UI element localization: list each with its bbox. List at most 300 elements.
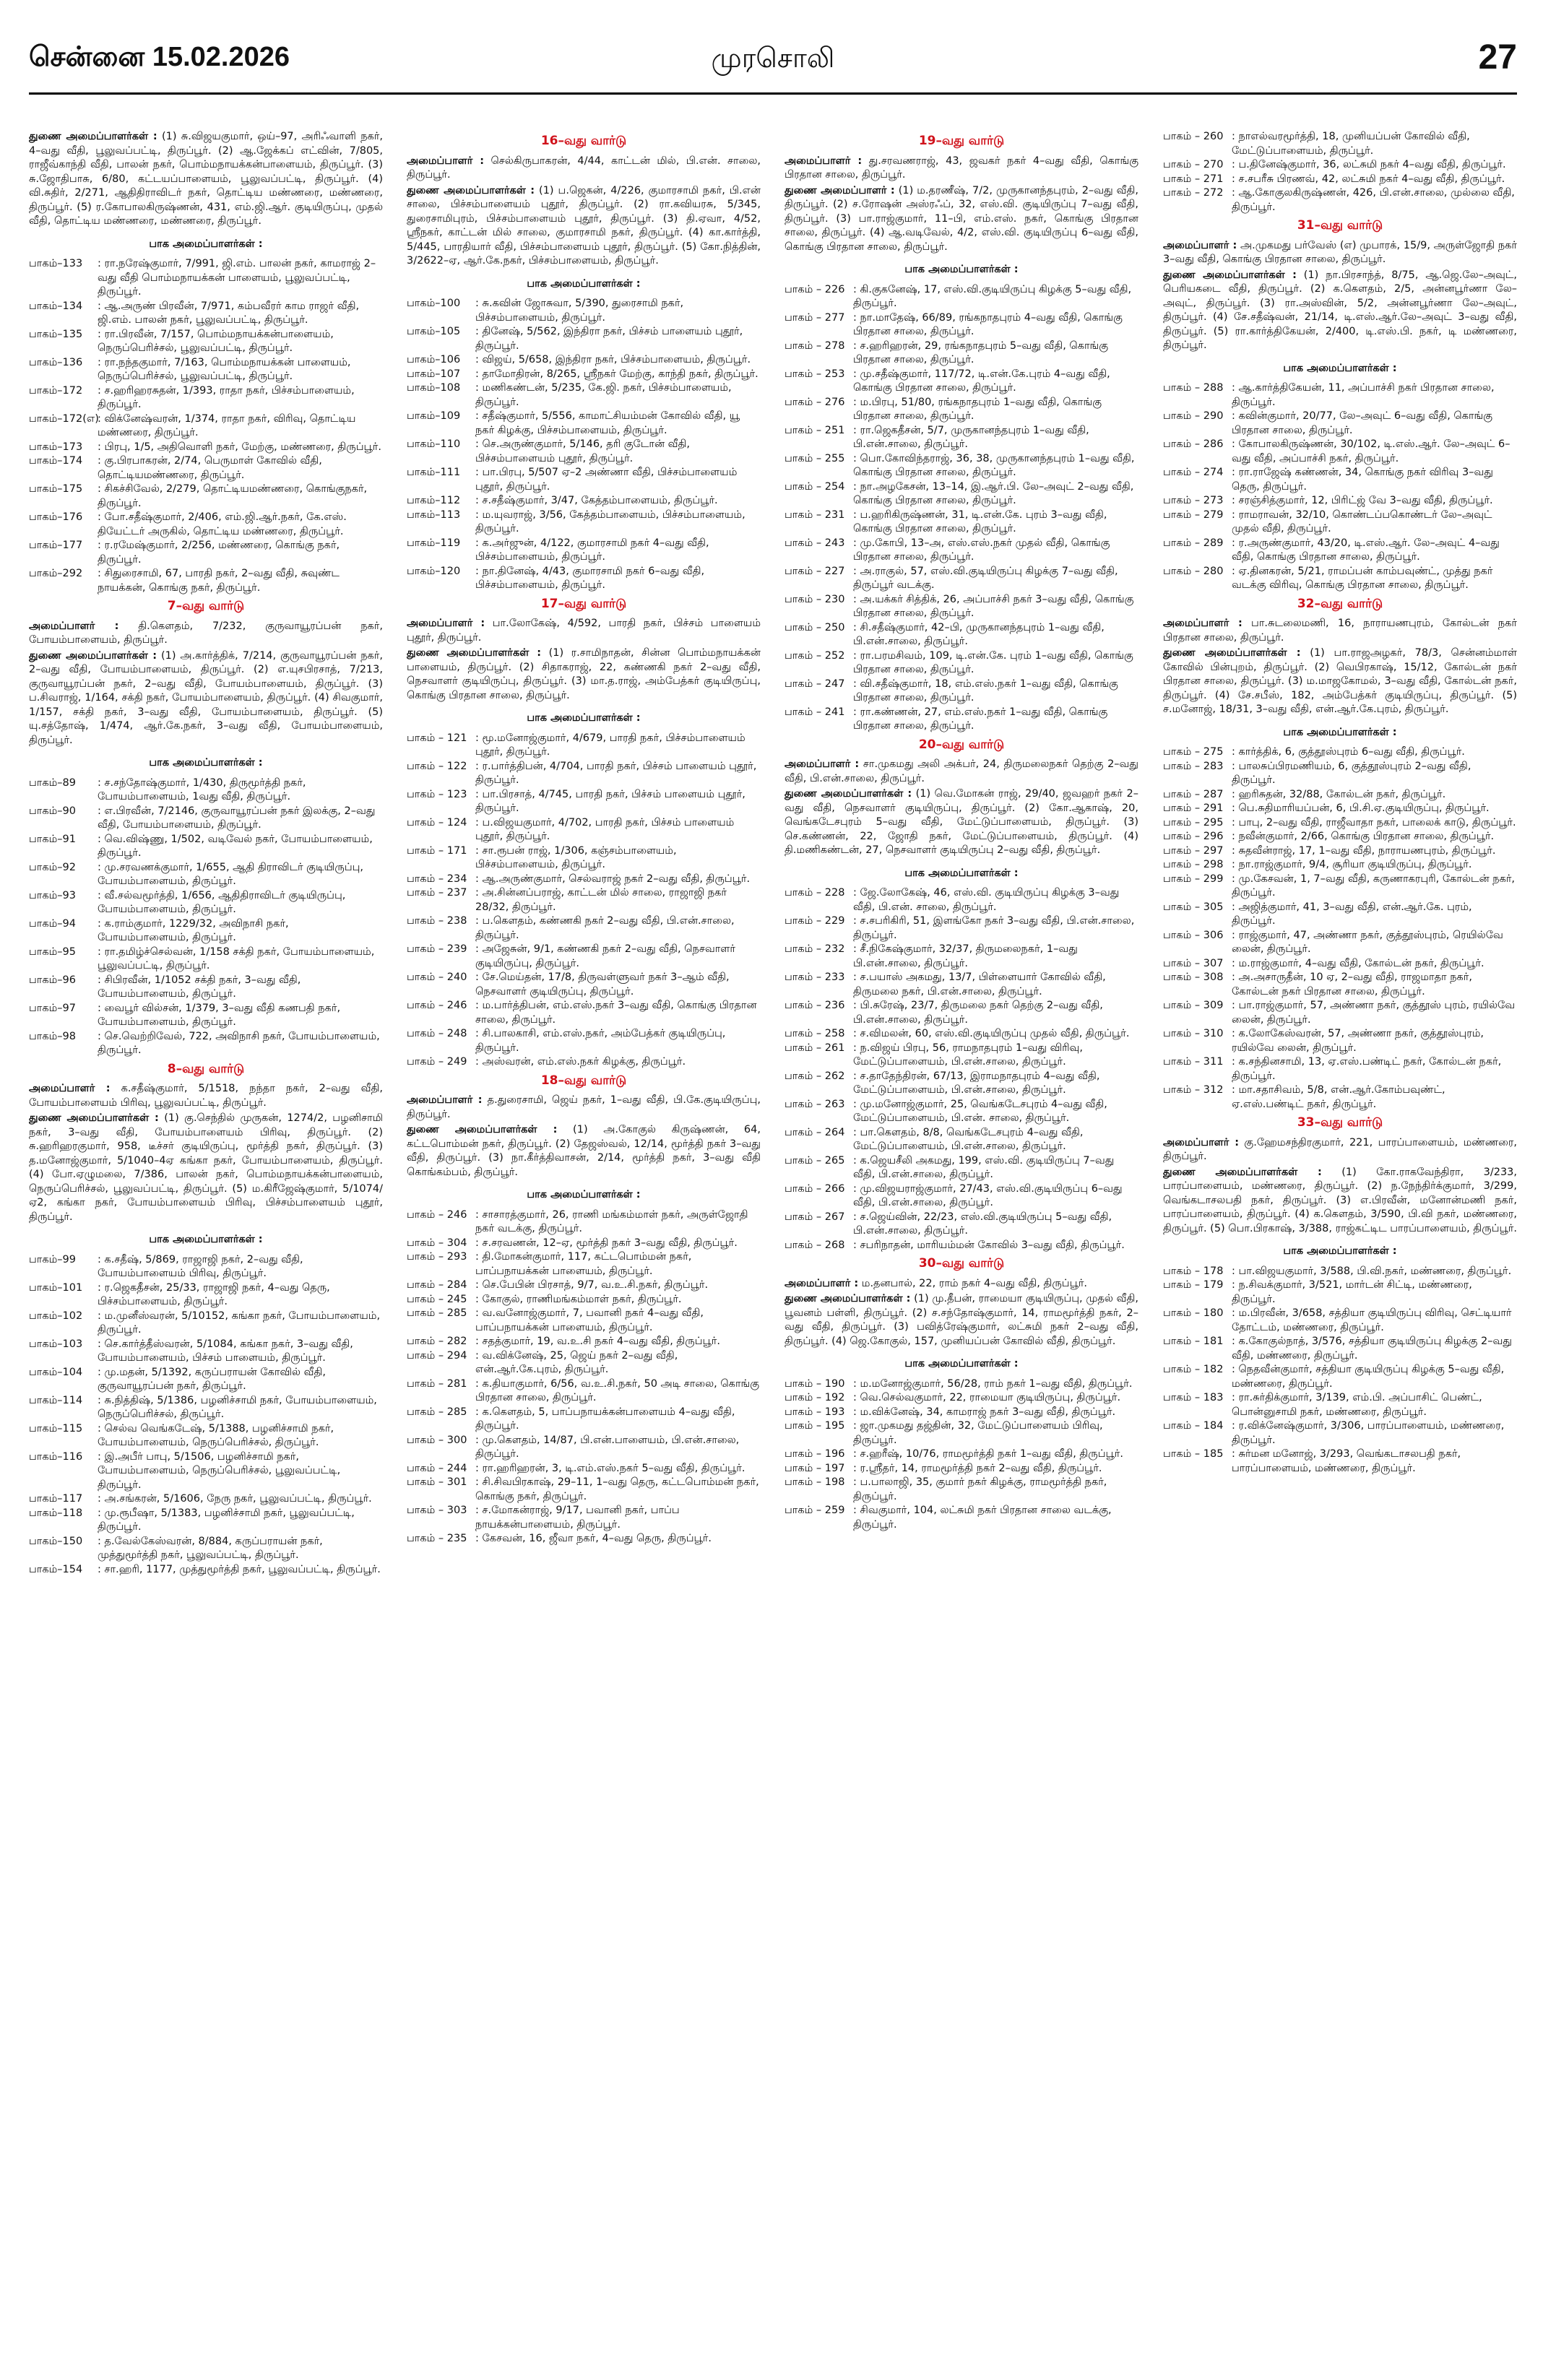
booth-entry	[1163, 1083, 1517, 1112]
organiser-paragraph	[407, 646, 761, 703]
booth-organiser: : மு.மதன், 5/1392, கருப்பராயன் கோவில் வீதி, குருவாயூரப்பன் நகர், திருப்பூர்.	[98, 1366, 383, 1394]
booth-entry	[785, 1070, 1138, 1098]
booth-organiser: : ச.பயாஸ் அகமது, 13/7, பிள்ளையார் கோவில் வீதி, திருமலை நகர், பி.என்.சாலை, திருப்பூர்.	[853, 971, 1138, 999]
booth-organiser: : சி.சதீஷ்குமார், 42–பி, முருகானந்தபுரம் 1–வது வீதி, பி.என்.சாலை, திருப்பூர்.	[853, 621, 1138, 649]
booth-number: பாகம் – 250	[785, 621, 845, 633]
booth-number: பாகம்–89	[29, 776, 77, 789]
booth-number: பாகம்–174	[29, 455, 83, 467]
booth-organiser: : இ.அபீர் பாபு, 5/1506, பழனிச்சாமி நகர், போயம்பாளையம், நெருப்பெரிச்சல், பூலுவப்பட்டி, திருப்பூர்.	[98, 1450, 383, 1493]
booth-entry	[29, 917, 383, 945]
booth-organiser: : நா.ராஜ்குமார், 9/4, சூரியா குடியிருப்பு, திருப்பூர்.	[1232, 858, 1517, 873]
organiser-paragraph	[785, 184, 1138, 255]
booth-number: பாகம் – 310	[1163, 1028, 1224, 1039]
booth-organiser: : ம.பார்த்திபன், எம்.எஸ்.நகர் 3–வது வீதி, கொங்கு பிரதான சாலை, திருப்பூர்.	[475, 999, 761, 1027]
organiser-paragraph	[29, 130, 383, 229]
booth-organiser: : பாலசுப்பிரமணியம், 6, குத்தூஸ்புரம் 2–வது வீதி, திருப்பூர்.	[1232, 760, 1517, 788]
booth-entry	[29, 861, 383, 889]
booth-organiser: : சி.சிவபிரகாஷ், 29–11, 1–வது தெரு, கட்டபொம்மன் நகர், கொங்கு நகர், திருப்பூர்.	[475, 1476, 761, 1504]
booth-number: பாகம்–136	[29, 356, 83, 368]
booth-organiser: : சா.ரூபன் ராஜ், 1/306, கஞ்சம்பாளையம், பிச்சம்பாளையம், திருப்பூர்.	[475, 844, 761, 873]
booth-number: பாகம்–133	[29, 258, 83, 269]
booth-entry	[1163, 1335, 1517, 1363]
booth-number: பாகம்–103	[29, 1338, 83, 1350]
booth-number: பாகம்–135	[29, 328, 83, 340]
booth-entry	[407, 368, 761, 382]
booth-number: பாகம் – 238	[407, 915, 467, 927]
booth-number: பாகம்–102	[29, 1310, 83, 1322]
booth-number: பாகம் – 287	[1163, 788, 1224, 800]
booth-number: பாகம் – 291	[1163, 802, 1224, 814]
booth-organiser: : சிபிரவீன், 1/1052 சக்தி நகர், 3–வது வீதி, போயம்பாளையம், திருப்பூர்.	[98, 974, 383, 1002]
organiser-paragraph	[1163, 617, 1517, 645]
booth-organiser: : மு.சரவணக்குமார், 1/655, ஆதி திராவிடர் குடியிருப்பு, போயம்பாளையம், திருப்பூர்.	[98, 861, 383, 889]
booth-entry	[407, 816, 761, 844]
organiser-paragraph	[29, 1112, 383, 1224]
booth-number: பாகம்–112	[407, 495, 461, 506]
booth-entry	[29, 539, 383, 567]
role-text: (1) மு.தீபன், ராமையா குடியிருப்பு, முதல் வீதி, பூவனம் பள்ளி, திருப்பூர். (2) ச.சந்தோஷ்குமார், 14, ராமமூர்த்தி நகர், 2–வது வீதி, திருப்பூர். (3) பவித்ரேஷ்குமார், லட்சுமி நகர் 2–வது வீதி, திருப்பூர். (4) ஜெ.கோகுல், 157, முனியப்பன் கோவில் வீதி, திருப்பூர்.	[785, 1293, 1138, 1347]
booth-entry	[1163, 186, 1517, 215]
booth-entry	[1163, 1055, 1517, 1083]
organiser-paragraph	[407, 1094, 761, 1122]
booth-organiser: : அ.யக்கர் சித்திக், 26, அப்பாச்சி நகர் 3–வது வீதி, கொங்கு பிரதான சாலை, திருப்பூர்.	[853, 593, 1138, 621]
booth-organiser: : செல்வ வெங்கடேஷ், 5/1388, பழனிச்சாமி நகர், போயம்பாளையம், நெருப்பெரிச்சல், திருப்பூர்.	[98, 1422, 383, 1450]
booth-number: பாகம் – 288	[1163, 382, 1224, 394]
booth-number: பாகம் – 294	[407, 1349, 467, 1362]
booth-number: பாகம் – 181	[1163, 1336, 1224, 1347]
booth-organiser: : ஜா.முகமது தஜ்தின், 32, மேட்டுப்பாளையம் பிரிவு, திருப்பூர்.	[853, 1419, 1138, 1448]
role-text: து.சரவணராஜ், 43, ஜவகர் நகர் 4–வது வீதி, கொங்கு பிரதான சாலை, திருப்பூர்.	[785, 155, 1138, 181]
organiser-paragraph	[1163, 1136, 1517, 1164]
booth-number: பாகம் – 232	[785, 943, 845, 955]
booth-number: பாகம் – 260	[1163, 131, 1224, 142]
booth-entry	[407, 1250, 761, 1278]
booth-number: பாகம் – 240	[407, 972, 467, 983]
role-text: (1) கோ.ராகவேந்திரா, 3/233, பாரப்பாளையம், மண்ணரை, திருப்பூர். (2) ந.நேந்திர்க்குமார், 3/299, வெங்கடாசலபதி நகர், திருப்பூர். (3) எ.பிரவீன், மனோன்மணி நகர், பாரப்பாளையம், திருப்பூர். (4) க.கௌதம், 3/590, பி.வி நகர், மண்ணரை, திருப்பூர். (5) பொ.பிரகாஷ், 3/388, ராஜ்கட்டிட பாரப்பாளையம், திருப்பூர்.	[1163, 1166, 1517, 1234]
booth-organiser: : கு.பிரபாகரன், 2/74, பெருமாள் கோவில் வீதி, தொட்டியமண்ணரை, திருப்பூர்.	[98, 454, 383, 483]
column-2	[407, 130, 761, 2369]
booth-entry	[407, 1278, 761, 1293]
booth-number: பாகம் – 244	[407, 1462, 467, 1474]
booth-entry	[785, 1154, 1138, 1182]
booth-number: பாகம் – 196	[785, 1448, 845, 1460]
booth-entry	[1163, 410, 1517, 438]
booth-organiser: : க.சதீஷ், 5/869, ராஜாஜி நகர், 2–வது வீதி, போயம்பாளையம் பிரிவு, திருப்பூர்.	[98, 1253, 383, 1281]
booth-number: பாகம்–92	[29, 861, 77, 873]
role-label: துணை அமைப்பாளர்கள் :	[1163, 1166, 1322, 1178]
role-label: அமைப்பாளர் :	[1163, 618, 1242, 629]
booth-number: பாகம்–96	[29, 974, 77, 986]
booth-organiser: : மா.சதாசிவம், 5/8, என்.ஆர்.கோம்பவுண்ட், ஏ.எஸ்.பண்டிட் நகர், திருப்பூர்.	[1232, 1083, 1517, 1112]
booth-organiser: : வ.வனோஜ்குமார், 7, பவானி நகர் 4–வது வீதி, பாப்பநாயக்கன் பாளையம், திருப்பூர்.	[475, 1307, 761, 1335]
role-label: துணை அமைப்பாளர்கள் :	[1163, 269, 1297, 281]
booth-entry	[1163, 971, 1517, 999]
booth-entry	[29, 1492, 383, 1507]
booth-organiser: : சரஞ்சித்குமார், 12, பிரிட்ஜ் வே 3–வது வீதி, திருப்பூர்.	[1232, 494, 1517, 509]
booth-organiser: : ம.முனீஸ்வரன், 5/10152, கங்கா நகர், போயம்பாளையம், திருப்பூர்.	[98, 1310, 383, 1338]
booth-number: பாகம் – 235	[407, 1533, 467, 1544]
booth-entry	[29, 776, 383, 805]
booth-organiser: : சே.மெய்தன், 17/8, திருவள்ளுவர் நகர் 3–ஆம் வீதி, நெசவாளர் குடியிருப்பு, திருப்பூர்.	[475, 971, 761, 999]
role-text: பா.சுடலைமணி, 16, நாராயணபுரம், கோல்டன் நகர் பிரதான சாலை, திருப்பூர்.	[1163, 618, 1517, 644]
section-subheading: பாக அமைப்பாளர்கள் :	[904, 264, 1019, 275]
booth-entry	[1163, 844, 1517, 859]
booth-number: பாகம்–175	[29, 483, 83, 495]
booth-number: பாகம் – 255	[785, 452, 845, 464]
booth-organiser: : கவின்குமார், 20/77, லே–அவுட் 6–வது வீதி, கொங்கு பிரதான சாலை, திருப்பூர்.	[1232, 410, 1517, 438]
booth-organiser: : மு.சதீஷ்குமார், 117/72, டி.என்.கே.புரம் 4–வது வீதி, கொங்கு பிரதான சாலை, திருப்பூர்.	[853, 368, 1138, 396]
booth-organiser: : நவீன்குமார், 2/66, கொங்கு பிரதான சாலை, திருப்பூர்.	[1232, 830, 1517, 844]
booth-entry	[29, 1281, 383, 1310]
booth-organiser: : க.கௌதம், 5, பாப்பநாயக்கன்பாளையம் 4–வது வீதி, திருப்பூர்.	[475, 1406, 761, 1434]
booth-entry	[29, 805, 383, 833]
page-number: 27	[1478, 38, 1517, 77]
role-text: செல்கிருபாகரன், 4/44, காட்டன் மில், பி.என். சாலை, திருப்பூர்.	[407, 155, 761, 181]
booth-number: பாகம்–116	[29, 1450, 83, 1463]
booth-organiser: : ச.மோகன்ராஜ், 9/17, பவானி நகர், பாப்ப நாயக்கன்பாளையம், திருப்பூர்.	[475, 1504, 761, 1532]
booth-organiser: : அ.ராகுல், 57, எஸ்.வி.குடியிருப்பு கிழக்கு 7–வது வீதி, திருப்பூர் வடக்கு.	[853, 565, 1138, 593]
booth-entry	[29, 1563, 383, 1578]
booth-organiser: : தினேஷ், 5/562, இந்திரா நகர், பிச்சம் பாளையம் புதூர், திருப்பூர்.	[475, 325, 761, 353]
organiser-paragraph	[29, 1082, 383, 1110]
booth-organiser: : விஜய், 5/658, இந்திரா நகர், பிச்சம்பாளையம், திருப்பூர்.	[475, 353, 761, 368]
booth-entry	[785, 1462, 1138, 1476]
role-label: அமைப்பாளர் :	[407, 1094, 483, 1106]
booth-entry	[29, 1338, 383, 1366]
booth-number: பாகம்–101	[29, 1281, 83, 1294]
role-text: பா.லோகேஷ், 4/592, பாரதி நகர், பிச்சம் பாளையம் புதூர், திருப்பூர்.	[407, 618, 761, 644]
booth-number: பாகம்–90	[29, 805, 77, 817]
booth-entry	[1163, 745, 1517, 760]
booth-entry	[1163, 858, 1517, 873]
booth-organiser: : மு.மனோஜ்குமார், 25, வெங்கடேசபுரம் 4–வது வீதி, மேட்டுப்பாளையம், பி.என். சாலை, திருப்பூர்.	[853, 1098, 1138, 1126]
booth-entry	[29, 1422, 383, 1450]
booth-entry	[29, 511, 383, 539]
booth-entry	[29, 1450, 383, 1493]
booth-number: பாகம் – 122	[407, 760, 467, 772]
booth-number: பாகம்–118	[29, 1507, 83, 1519]
booth-organiser: : பா.விஜயகுமார், 3/588, பி.வி.நகர், மண்ணரை, திருப்பூர்.	[1232, 1265, 1517, 1279]
booth-entry	[785, 1476, 1138, 1504]
booth-organiser: : ஆ.கார்த்திகேயன், 11, அப்பாச்சி நகர் பிரதான சாலை, திருப்பூர்.	[1232, 381, 1517, 410]
role-label: அமைப்பாளர் :	[785, 758, 860, 770]
booth-number: பாகம் – 305	[1163, 901, 1224, 913]
booth-organiser: : போ.சதீஷ்குமார், 2/406, எம்.ஜி.ஆர்.நகர், கே.எஸ். தியேட்டர் அருகில், தொட்டிய மண்ணரை, திருப்பூர்.	[98, 511, 383, 539]
booth-entry	[1163, 494, 1517, 509]
booth-number: பாகம் – 228	[785, 887, 845, 899]
ward-heading: 20–வது வார்டு	[918, 737, 1005, 752]
booth-organiser: : ராமராவன், 32/10, கொண்டப்பகொண்டர் லே–அவுட் முதல் வீதி, திருப்பூர்.	[1232, 509, 1517, 537]
role-label: துணை அமைப்பாளர்கள் :	[29, 1112, 159, 1124]
booth-entry	[1163, 830, 1517, 844]
booth-entry	[29, 1535, 383, 1563]
booth-number: பாகம் – 245	[407, 1293, 467, 1305]
booth-organiser: : பாபு, 2–வது வீதி, ராஜீவாதா நகர், பாலைக் காடு, திருப்பூர்.	[1232, 816, 1517, 831]
booth-entry	[1163, 760, 1517, 788]
booth-entry	[785, 452, 1138, 480]
booth-number: பாகம்–110	[407, 438, 461, 450]
booth-organiser: : ம.மனோஜ்குமார், 56/28, ராம் நகர் 1–வது வீதி, திருப்பூர்.	[853, 1377, 1138, 1392]
booth-entry	[407, 509, 761, 537]
booth-organiser: : செ.வெற்றிவேல், 722, அவிநாசி நகர், போயம்பாளையம், திருப்பூர்.	[98, 1030, 383, 1058]
booth-entry	[1163, 873, 1517, 901]
booth-number: பாகம் – 274	[1163, 467, 1224, 478]
booth-number: பாகம் – 247	[785, 678, 845, 690]
booth-entry	[29, 1002, 383, 1030]
booth-number: பாகம்–109	[407, 410, 461, 422]
booth-organiser: : ப.விஜயகுமார், 4/702, பாரதி நகர், பிச்சம் பாளையம் புதூர், திருப்பூர்.	[475, 816, 761, 844]
booth-number: பாகம்–105	[407, 326, 461, 337]
booth-number: பாகம்–150	[29, 1535, 83, 1547]
booth-entry	[785, 678, 1138, 706]
booth-number: பாகம் – 178	[1163, 1265, 1224, 1277]
ward-heading: 31–வது வார்டு	[1297, 218, 1383, 233]
role-label: அமைப்பாளர் :	[785, 1277, 859, 1289]
booth-entry	[785, 971, 1138, 999]
booth-number: பாகம்–115	[29, 1422, 83, 1435]
booth-organiser: : சுதவீன்ராஜ், 17, 1–வது வீதி, நாராயணபுரம், திருப்பூர்.	[1232, 844, 1517, 859]
booth-entry	[29, 384, 383, 412]
booth-entry	[1163, 929, 1517, 957]
booth-number: பாகம்–134	[29, 300, 83, 312]
booth-entry	[29, 483, 383, 511]
booth-entry	[785, 1406, 1138, 1420]
booth-organiser: : செ.கார்த்தீஸ்வரன், 5/1084, கங்கா நகர், 3–வது வீதி, போயம்பாளையம், பிச்சம் பாளையம், திருப்பூர்.	[98, 1338, 383, 1366]
booth-entry	[1163, 1363, 1517, 1391]
booth-organiser: : ர.பார்த்திபன், 4/704, பாரதி நகர், பிச்சம் பாளையம் புதூர், திருப்பூர்.	[475, 760, 761, 788]
section-subheading: பாக அமைப்பாளர்கள் :	[149, 757, 263, 769]
booth-entry	[29, 1366, 383, 1394]
booth-number: பாகம் – 289	[1163, 537, 1224, 549]
booth-entry	[29, 1507, 383, 1535]
booth-entry	[1163, 1448, 1517, 1476]
booth-entry	[29, 356, 383, 384]
booth-organiser: : அ.அசாருதீன், 10 ஏ, 2–வது வீதி, ராஜமாதா நகர், கோல்டன் நகர் பிரதான சாலை, திருப்பூர்.	[1232, 971, 1517, 999]
booth-entry	[29, 945, 383, 974]
booth-number: பாகம் – 241	[785, 706, 845, 718]
booth-number: பாகம் – 249	[407, 1056, 467, 1068]
booth-entry	[407, 1377, 761, 1406]
booth-organiser: : ஆ.அருண் பிரவீன், 7/971, கம்பவீரர் காம ராஜர் வீதி, ஜி.எம். பாலன் நகர், பூலுவப்பட்டி, திருப்பூர்.	[98, 300, 383, 328]
booth-number: பாகம்–100	[407, 298, 461, 309]
booth-entry	[785, 1419, 1138, 1448]
booth-number: பாகம் – 252	[785, 649, 845, 662]
booth-organiser: : ஆ.கோகுலகிருஷ்ணன், 426, பி.என்.சாலை, முல்லை வீதி, திருப்பூர்.	[1232, 186, 1517, 215]
booth-organiser: : வெ.செல்வகுமார், 22, ராமையா குடியிருப்பு, திருப்பூர்.	[853, 1391, 1138, 1406]
booth-organiser: : மு.விஜயராஜ்குமார், 27/43, எஸ்.வி.குடியிருப்பு 6–வது வீதி, பி.என்.சாலை, திருப்பூர்.	[853, 1182, 1138, 1211]
booth-entry	[29, 1030, 383, 1058]
booth-entry	[1163, 173, 1517, 187]
role-text: ம.தனபால், 22, ராம் நகர் 4–வது வீதி, திருப்பூர்.	[858, 1277, 1088, 1289]
booth-number: பாகம் – 277	[785, 311, 845, 324]
booth-entry	[1163, 438, 1517, 466]
booth-number: பாகம் – 253	[785, 368, 845, 380]
booth-number: பாகம் – 270	[1163, 159, 1224, 170]
role-text: அ.முகமது பர்வேஸ் (எ) முபாரக், 15/9, அருள்ஜோதி நகர் 3–வது வீதி, கொங்கு பிரதான சாலை, திருப்பூர்.	[1163, 239, 1517, 265]
booth-entry	[1163, 901, 1517, 929]
booth-number: பாகம் – 271	[1163, 173, 1224, 185]
booth-entry	[407, 1476, 761, 1504]
booth-number: பாகம் – 268	[785, 1239, 845, 1251]
booth-organiser: : ந.விஜய் பிரபு, 56, ராமநாதபுரம் 1–வது விரிவு, மேட்டுப்பாளையம், பி.என்.சாலை, திருப்பூர்.	[853, 1042, 1138, 1070]
booth-organiser: : பொ.கோவிந்தராஜ், 36, 38, முருகானந்தபுரம் 1–வது வீதி, கொங்கு பிரதான சாலை, திருப்பூர்.	[853, 452, 1138, 480]
ward-heading: 32–வது வார்டு	[1297, 596, 1383, 611]
section-subheading: பாக அமைப்பாளர்கள் :	[149, 238, 263, 250]
booth-organiser: : பெ.சுதிமாரியப்பன், 6, பி.சி.ஏ.குடியிருப்பு, திருப்பூர்.	[1232, 802, 1517, 816]
organiser-paragraph	[785, 758, 1138, 786]
role-label: அமைப்பாளர் :	[1163, 1136, 1239, 1148]
booth-organiser: : சுர்மன மனோஜ், 3/293, வெங்கடாசலபதி நகர், பாரப்பாளையம், மண்ணரை, திருப்பூர்.	[1232, 1448, 1517, 1476]
booth-organiser: : மு.கேசவன், 1, 7–வது வீதி, கருணாகரபுரி, கோல்டன் நகர், திருப்பூர்.	[1232, 873, 1517, 901]
booth-entry	[407, 1293, 761, 1307]
booth-organiser: : கி.குகனேஷ், 17, எஸ்.வி.குடியிருப்பு கிழக்கு 5–வது வீதி, திருப்பூர்.	[853, 283, 1138, 311]
role-label: துணை அமைப்பாளர்கள் :	[785, 788, 912, 800]
booth-number: பாகம் – 121	[407, 732, 467, 744]
booth-entry	[785, 1126, 1138, 1154]
booth-entry	[407, 788, 761, 816]
role-text: (1) அ.கார்த்திக், 7/214, குருவாயூரப்பன் நகர், 2–வது வீதி, போயம்பாளையம், திருப்பூர். (2) எ.யுசபிரசாத், 7/213, குருவாயூரப்பன் நகர், 2–வது வீதி, போயம்பாளையம், திருப்பூர். (3) ப.சிவராஜ், 1/164, சக்தி நகர், போயம்பாளையம், திருப்பூர். (4) சிவகுமார், 1/157, சக்தி நகர், 3–வது வீதி, போயம்பாளையம், திருப்பூர். (5) யு.சத்தோஷ், 1/474, ஆர்.கே.நகர், 3–வது வீதி, போயம்பாளையம், திருப்பூர்.	[29, 649, 383, 746]
booth-organiser: : வெ.விஷ்ணு, 1/502, வடிவேல் நகர், போயம்பாளையம், திருப்பூர்.	[98, 833, 383, 861]
booth-entry	[785, 943, 1138, 971]
booth-organiser: : எ.பிரவீன், 7/2146, குருவாயூரப்பன் நகர் இலக்கு, 2–வது வீதி, போயம்பாளையம், திருப்பூர்.	[98, 805, 383, 833]
booth-entry	[407, 886, 761, 914]
booth-number: பாகம் – 282	[407, 1336, 467, 1347]
booth-number: பாகம் – 183	[1163, 1392, 1224, 1403]
booth-number: பாகம் – 193	[785, 1406, 845, 1418]
booth-entry	[785, 1391, 1138, 1406]
ward-heading: 16–வது வார்டு	[540, 134, 627, 148]
booth-organiser: : ர.ரமேஷ்குமார், 2/256, மண்ணரை, கொங்கு நகர், திருப்பூர்.	[98, 539, 383, 567]
role-text: (1) கு.செந்தில் முருகன், 1274/2, பழனிசாமி நகர், 3–வது வீதி, போயம்பாளையம் பிரிவு, திருப்பூர். (2) சு.ஹரிஹரகுமார், 958, டீச்சர் குடியிருப்பு, மூர்த்தி நகர், திருப்பூர். (3) த.மனோஜ்குமார், 5/1040–4ஏ கங்கா நகர், போயம்பாளையம், திருப்பூர். (4) போ.ஏழுமலை, 7/386, பாலன் நகர், பொம்மநாயக்கன்பாளையம், நெருப்பெரிச்சல், பூலுவப்பட்டி, திருப்பூர். (5) ம.கிரீஜேஷ்குமார், 5/1074/ஏ2, கங்கா நகர், போயம்பாளையம் பிரிவு, பிச்சம்பாளையம் புதூர், திருப்பூர்.	[29, 1112, 383, 1223]
booth-organiser: : மணிகண்டன், 5/235, கே.ஜி. நகர், பிச்சம்பாளையம், திருப்பூர்.	[475, 381, 761, 410]
booth-entry	[407, 297, 761, 325]
booth-organiser: : நா.தினேஷ், 4/43, குமாரசாமி நகர் 6–வது வீதி, பிச்சம்பாளையம், திருப்பூர்.	[475, 565, 761, 593]
booth-entry	[785, 621, 1138, 649]
booth-number: பாகம்–117	[29, 1493, 83, 1505]
role-text: (1) நா.பிரசாந்த், 8/75, ஆ.ஜெ.லே–அவுட், பெரியகடை வீதி, திருப்பூர். (2) க.கௌதம், 2/5, அன்னபூர்ணா லே–அவுட், திருப்பூர். (3) ரா.அஸ்வின், 5/2, அன்னபூர்ணா லே–அவுட், திருப்பூர். (4) சே.சதீஷ்வன், 21/14, டி.எஸ்.ஆர்.லே–அவுட் 3–வது வீதி, திருப்பூர். (5) ரா.கார்த்திகேயன், 2/400, டி.எஸ்.பி. நகர், டி மண்ணரை, திருப்பூர்.	[1163, 269, 1517, 351]
booth-entry	[407, 943, 761, 971]
booth-number: பாகம் – 278	[785, 339, 845, 352]
booth-entry	[1163, 816, 1517, 831]
booth-entry	[785, 1098, 1138, 1126]
booth-number: பாகம் – 286	[1163, 438, 1224, 450]
booth-number: பாகம் – 197	[785, 1462, 845, 1474]
booth-entry	[407, 438, 761, 466]
booth-number: பாகம் – 267	[785, 1211, 845, 1223]
booth-entry	[29, 257, 383, 300]
booth-organiser: : ஆ.அருண்குமார், செல்வராஜ் நகர் 2–வது வீதி, திருப்பூர்.	[475, 873, 761, 887]
booth-number: பாகம் – 300	[407, 1434, 467, 1446]
booth-entry	[29, 454, 383, 483]
booth-number: பாகம் – 266	[785, 1182, 845, 1195]
organiser-paragraph	[407, 155, 761, 183]
booth-entry	[785, 311, 1138, 339]
booth-number: பாகம் – 264	[785, 1126, 845, 1138]
organiser-paragraph	[785, 1277, 1138, 1291]
booth-number: பாகம்–93	[29, 889, 77, 901]
booth-organiser: : வி.சதீஷ்குமார், 18, எம்.எஸ்.நகர் 1–வது வீதி, கொங்கு பிரதான சாலை, திருப்பூர்.	[853, 678, 1138, 706]
booth-entry	[407, 1335, 761, 1349]
role-label: துணை அமைப்பாளர்கள் :	[29, 649, 157, 662]
booth-entry	[29, 1310, 383, 1338]
ward-heading: 8–வது வார்டு	[167, 1061, 245, 1076]
booth-number: பாகம் – 124	[407, 816, 467, 828]
booth-organiser: : ஹரிசுதன், 32/88, கோல்டன் நகர், திருப்பூர்.	[1232, 788, 1517, 802]
booth-entry	[407, 1532, 761, 1546]
booth-number: பாகம் – 303	[407, 1505, 467, 1516]
booth-entry	[407, 466, 761, 494]
booth-organiser: : ரா.ஜெகதீசன், 5/7, முருகானந்தபுரம் 1–வது வீதி, பி.என்.சாலை, திருப்பூர்.	[853, 424, 1138, 452]
role-label: அமைப்பாளர் :	[407, 618, 485, 629]
booth-number: பாகம்–173	[29, 441, 83, 453]
booth-organiser: : மூ.மனோஜ்குமார், 4/679, பாரதி நகர், பிச்சம்பாளையம் புதூர், திருப்பூர்.	[475, 732, 761, 760]
booth-organiser: : ந.சிவக்குமார், 3/521, மார்டன் சிட்டி, மண்ணரை, திருப்பூர்.	[1232, 1278, 1517, 1307]
booth-entry	[29, 328, 383, 356]
booth-entry	[785, 886, 1138, 914]
booth-entry	[1163, 1307, 1517, 1335]
booth-organiser: : வீ.சல்வமூர்த்தி, 1/656, ஆதிதிராவிடர் குடியிருப்பு, போயம்பாளையம், திருப்பூர்.	[98, 889, 383, 917]
section-subheading: பாக அமைப்பாளர்கள் :	[1283, 1245, 1397, 1257]
booth-number: பாகம்–98	[29, 1030, 77, 1042]
booth-number: பாகம் – 227	[785, 565, 845, 577]
booth-organiser: : க.ஜெயசீலி அகமது, 199, எஸ்.வி. குடியிருப்பு 7–வது வீதி, பி.என்.சாலை, திருப்பூர்.	[853, 1154, 1138, 1182]
booth-organiser: : ச.சரவணன், 12–ஏ, மூர்த்தி நகர் 3–வது வீதி, திருப்பூர்.	[475, 1237, 761, 1251]
booth-number: பாகம்–113	[407, 509, 461, 521]
booth-entry	[785, 368, 1138, 396]
booth-organiser: : ரா.சுர்திக்குமார், 3/139, எம்.பி. அப்பாசிட் பெண்ட், பொன்னுசாமி நகர், மண்ணரை, திருப்பூர்.	[1232, 1391, 1517, 1419]
booth-entry	[407, 565, 761, 593]
booth-entry	[1163, 466, 1517, 494]
booth-entry	[407, 1055, 761, 1070]
role-text: கு.ஹேமசந்திரகுமார், 221, பாரப்பாளையம், மண்ணரை, திருப்பூர்.	[1163, 1136, 1517, 1162]
booth-number: பாகம் – 239	[407, 943, 467, 955]
role-label: துணை அமைப்பாளர்கள் :	[29, 131, 157, 142]
booth-entry	[29, 974, 383, 1002]
role-label: துணை அமைப்பாளர்கள் :	[407, 1124, 558, 1135]
section-subheading: பாக அமைப்பாளர்கள் :	[527, 277, 641, 290]
booth-organiser: : ரா.பரமசிவம், 109, டி.என்.கே. புரம் 1–வது வீதி, கொங்கு பிரதான சாலை, திருப்பூர்.	[853, 649, 1138, 678]
booth-entry	[785, 1377, 1138, 1392]
organiser-paragraph	[407, 184, 761, 269]
booth-organiser: : அஸ்வரன், எம்.எஸ்.நகர் கிழக்கு, திருப்பூர்.	[475, 1055, 761, 1070]
booth-number: பாகம்–114	[29, 1394, 83, 1406]
booth-number: பாகம் – 273	[1163, 495, 1224, 506]
booth-number: பாகம் – 184	[1163, 1420, 1224, 1432]
booth-organiser: : அஜேசுன், 9/1, கண்ணகி நகர் 2–வது வீதி, நெசவாளர் குடியிருப்பு, திருப்பூர்.	[475, 943, 761, 971]
booth-entry	[1163, 381, 1517, 410]
booth-entry	[1163, 1391, 1517, 1419]
booth-organiser: : ப.கௌதம், கண்ணகி நகர் 2–வது வீதி, பி.என்.சாலை, திருப்பூர்.	[475, 914, 761, 943]
column-3	[785, 130, 1138, 2369]
booth-organiser: : தாமோதிரன், 8/265, ஸ்ரீநகர் மேற்கு, காந்தி நகர், திருப்பூர்.	[475, 368, 761, 382]
booth-entry	[407, 732, 761, 760]
booth-number: பாகம் – 307	[1163, 957, 1224, 969]
booth-number: பாகம் – 185	[1163, 1448, 1224, 1460]
booth-entry	[785, 1027, 1138, 1042]
booth-number: பாகம் – 279	[1163, 509, 1224, 521]
booth-organiser: : சபரிநாதன், மாரியம்மன் கோவில் 3–வது வீதி, திருப்பூர்.	[853, 1239, 1138, 1253]
booth-organiser: : சதீஷ்குமார், 5/556, காமாட்சியம்மன் கோவில் வீதி, யூ நகர் கிழக்கு, பிச்சம்பாளையம், திருப்பூர்.	[475, 410, 761, 438]
role-label: துணை அமைப்பாளர்கள் :	[785, 1293, 911, 1304]
column-4	[1163, 130, 1517, 2369]
booth-entry	[29, 412, 383, 441]
booth-entry	[785, 1504, 1138, 1532]
booth-organiser: : செ.பேபின் பிரசாத், 9/7, வ.உ.சி.நகர், திருப்பூர்.	[475, 1278, 761, 1293]
booth-organiser: : மு.ரூபீஷா, 5/1383, பழனிச்சாமி நகர், பூலுவப்பட்டி, திருப்பூர்.	[98, 1507, 383, 1535]
role-label: துணை அமைப்பாளர்கள் :	[1163, 647, 1301, 659]
booth-organiser: : ப.ஹரிகிருஷ்ணன், 31, டி.என்.கே. புரம் 3–வது வீதி, கொங்கு பிரதான சாலை, திருப்பூர்.	[853, 509, 1138, 537]
booth-number: பாகம் – 236	[785, 1000, 845, 1011]
